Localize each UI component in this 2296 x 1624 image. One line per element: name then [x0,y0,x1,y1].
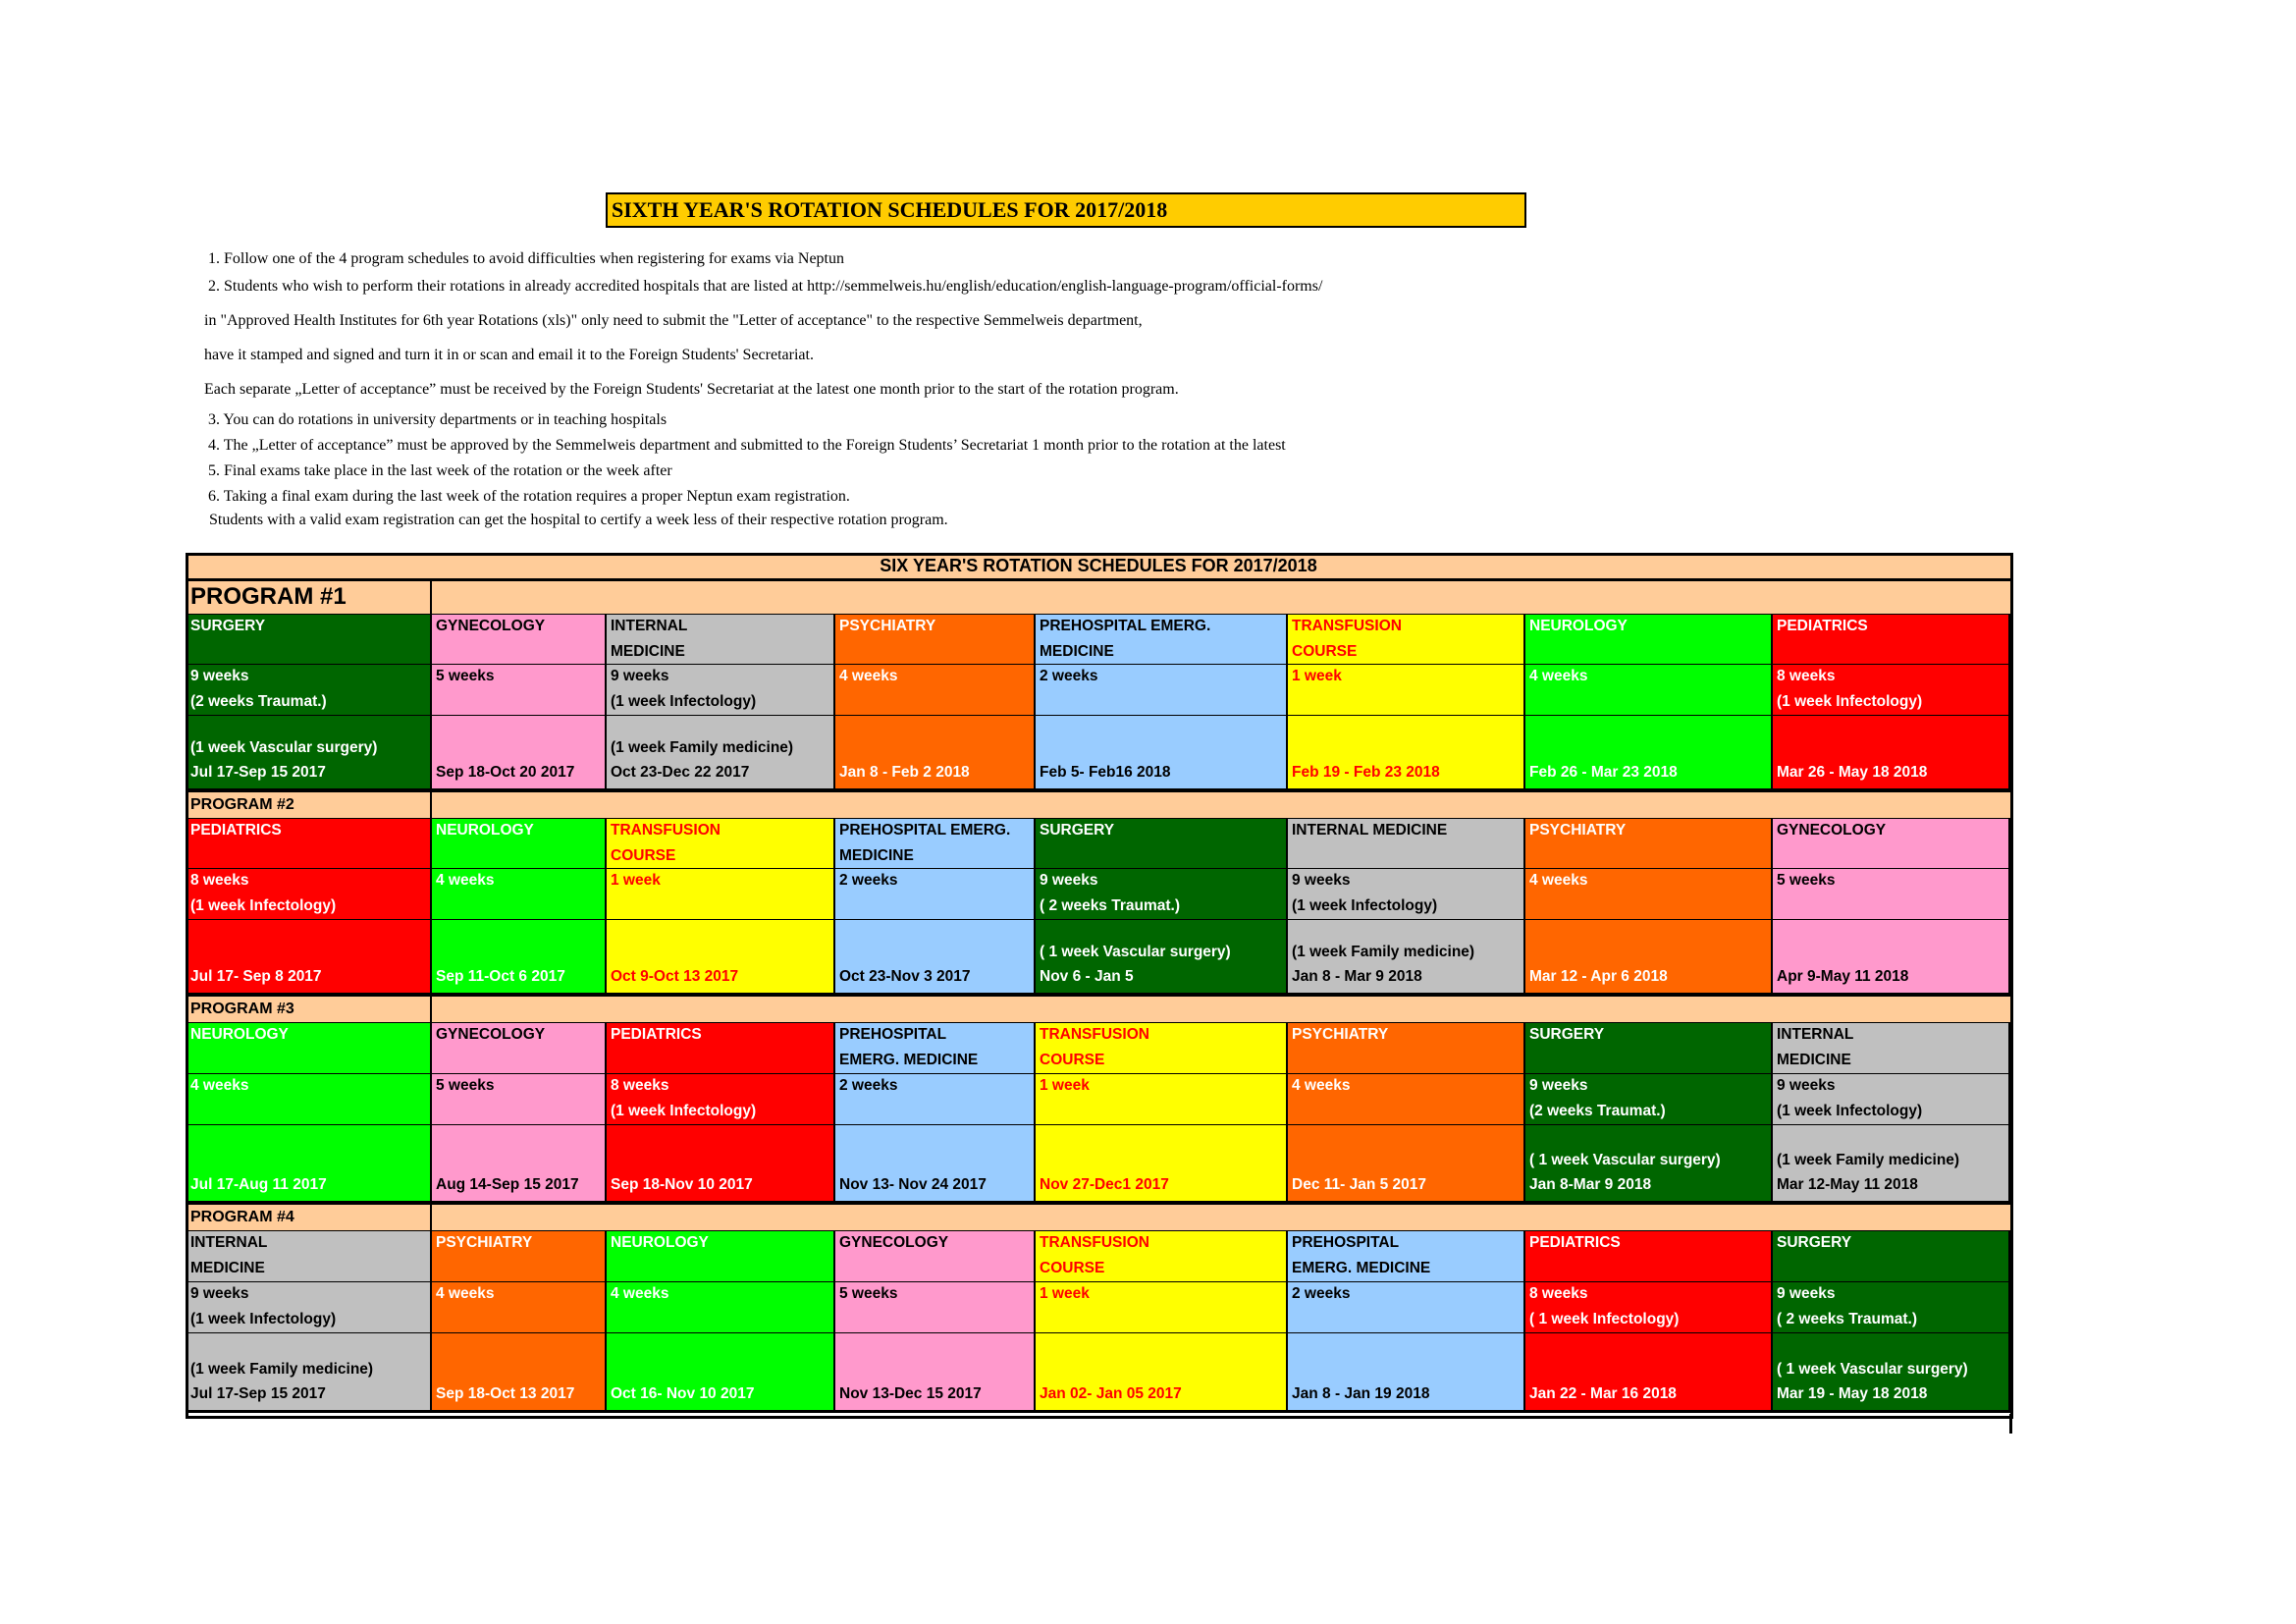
rotation-weeks: 5 weeks [436,668,495,684]
rotation-dates: Jan 8 - Jan 19 2018 [1292,1385,1430,1402]
rotation-detail: (1 week Family medicine) [611,739,794,756]
rotation-cell [1525,869,1773,920]
rotation-cell [1288,869,1525,920]
rotation-cell [1288,1022,1525,1074]
rotation-weeks: 9 weeks [611,668,669,684]
rotation-cell [607,1125,835,1204]
program-band [187,1204,2010,1230]
rotation-weeks: 1 week [1040,1077,1090,1094]
rotation-name: MEDICINE [190,1260,265,1276]
program-band [187,580,2010,614]
rotation-cell [432,1333,607,1413]
rotation-cell [607,665,835,716]
rotation-dates: Nov 6 - Jan 5 [1040,968,1134,985]
rotation-cell [432,920,607,996]
rotation-weeks: 8 weeks [1529,1285,1588,1302]
rotation-name: PEDIATRICS [1529,1234,1621,1251]
rotation-name: PREHOSPITAL EMERG. [1040,618,1211,634]
rotation-name: NEUROLOGY [436,822,534,839]
rotation-cell [187,1333,432,1413]
rotation-cell [1288,716,1525,791]
rotation-name: NEUROLOGY [611,1234,709,1251]
rotation-dates: Jan 8 - Mar 9 2018 [1292,968,1422,985]
rotation-cell [607,869,835,920]
rotation-cell [432,1125,607,1204]
rotation-name: MEDICINE [1040,643,1114,660]
instruction-line: in "Approved Health Institutes for 6th year Rotations (xls)" only need to submit the "Letter of acceptance" to the respective Semmelweis department, [204,312,1143,329]
rotation-cell [607,1074,835,1125]
rotation-cell [835,869,1036,920]
rotation-cell [1036,1125,1288,1204]
rotation-weeks: 4 weeks [611,1285,669,1302]
instruction-line: 3. You can do rotations in university departments or in teaching hospitals [208,411,667,428]
rotation-cell [607,1282,835,1333]
rotation-cell [1288,818,1525,869]
rotation-weeks: 9 weeks [190,1285,249,1302]
table-divider [2009,1414,2012,1434]
rotation-cell [432,1282,607,1333]
rotation-dates: Aug 14-Sep 15 2017 [436,1176,579,1193]
rotation-weeks: 1 week [1040,1285,1090,1302]
rotation-name: TRANSFUSION [1292,618,1402,634]
rotation-detail: (1 week Vascular surgery) [190,739,378,756]
rotation-cell [1773,818,2010,869]
instruction-line: Each separate „Letter of acceptance” must be received by the Foreign Students' Secretariat at the latest one month prior to the start of the rotation program. [204,381,1179,398]
program-label-text: PROGRAM #2 [190,796,294,813]
rotation-dates: Jan 02- Jan 05 2017 [1040,1385,1182,1402]
rotation-weeks: 5 weeks [839,1285,898,1302]
rotation-dates: Jan 8 - Feb 2 2018 [839,764,970,781]
rotation-cell [607,1022,835,1074]
rotation-weeks: 1 week [611,872,661,889]
rotation-weeks: (1 week Infectology) [1292,897,1438,914]
table-title-text: SIX YEAR'S ROTATION SCHEDULES FOR 2017/2018 [880,556,1317,575]
rotation-weeks: 8 weeks [1777,668,1836,684]
rotation-name: COURSE [1040,1052,1105,1068]
rotation-dates: Oct 23-Dec 22 2017 [611,764,750,781]
rotation-cell [1036,869,1288,920]
rotation-cell [835,818,1036,869]
rotation-cell [1525,1022,1773,1074]
rotation-name: INTERNAL MEDICINE [1292,822,1448,839]
rotation-weeks: 8 weeks [190,872,249,889]
rotation-name: PSYCHIATRY [1529,822,1627,839]
rotation-weeks: (1 week Infectology) [190,1311,337,1327]
rotation-cell [1036,1230,1288,1282]
rotation-name: PEDIATRICS [1777,618,1868,634]
rotation-dates: Jul 17-Sep 15 2017 [190,764,326,781]
rotation-cell [1773,1022,2010,1074]
rotation-dates: Dec 11- Jan 5 2017 [1292,1176,1427,1193]
rotation-name: COURSE [1292,643,1358,660]
rotation-dates: Mar 12-May 11 2018 [1777,1176,1918,1193]
rotation-weeks: 2 weeks [1292,1285,1351,1302]
rotation-cell [835,1230,1036,1282]
rotation-name: PREHOSPITAL [1292,1234,1400,1251]
rotation-cell [607,716,835,791]
rotation-cell [607,818,835,869]
rotation-name: MEDICINE [839,847,914,864]
rotation-dates: Oct 16- Nov 10 2017 [611,1385,755,1402]
rotation-cell [1036,1074,1288,1125]
rotation-cell [1773,614,2010,665]
rotation-dates: Jan 22 - Mar 16 2018 [1529,1385,1677,1402]
rotation-cell [1525,1125,1773,1204]
rotation-cell [1525,1282,1773,1333]
rotation-cell [1773,1333,2010,1413]
rotation-weeks: 9 weeks [1529,1077,1588,1094]
rotation-name: INTERNAL [190,1234,268,1251]
rotation-cell [1288,1282,1525,1333]
rotation-name: PEDIATRICS [190,822,282,839]
rotation-cell [1525,1333,1773,1413]
rotation-dates: Sep 18-Oct 20 2017 [436,764,575,781]
rotation-cell [1288,1333,1525,1413]
rotation-cell [432,1022,607,1074]
rotation-cell [1288,1074,1525,1125]
rotation-cell [187,1230,432,1282]
rotation-dates: Oct 23-Nov 3 2017 [839,968,971,985]
rotation-cell [1773,869,2010,920]
rotation-cell [835,614,1036,665]
rotation-weeks: 9 weeks [1777,1285,1836,1302]
rotation-weeks: (2 weeks Traumat.) [1529,1103,1666,1119]
rotation-cell [187,716,432,791]
rotation-detail: ( 1 week Vascular surgery) [1777,1361,1968,1378]
rotation-weeks: (1 week Infectology) [611,1103,757,1119]
rotation-name: TRANSFUSION [1040,1234,1149,1251]
rotation-cell [432,818,607,869]
rotation-cell [835,1282,1036,1333]
instruction-line: 5. Final exams take place in the last week of the rotation or the week after [208,462,672,479]
rotation-dates: Mar 19 - May 18 2018 [1777,1385,1928,1402]
rotation-weeks: 4 weeks [190,1077,249,1094]
rotation-dates: Nov 13- Nov 24 2017 [839,1176,987,1193]
rotation-cell [835,1022,1036,1074]
rotation-dates: Feb 5- Feb16 2018 [1040,764,1171,781]
page-title: SIXTH YEAR'S ROTATION SCHEDULES FOR 2017/2018 [606,192,1526,228]
rotation-weeks: 8 weeks [611,1077,669,1094]
rotation-name: NEUROLOGY [1529,618,1628,634]
rotation-weeks: 9 weeks [190,668,249,684]
rotation-dates: Oct 9-Oct 13 2017 [611,968,739,985]
rotation-name: COURSE [611,847,676,864]
rotation-name: GYNECOLOGY [436,618,546,634]
rotation-cell [432,1074,607,1125]
rotation-cell [607,614,835,665]
rotation-cell [607,1230,835,1282]
rotation-cell [835,716,1036,791]
rotation-name: PSYCHIATRY [436,1234,533,1251]
rotation-name: EMERG. MEDICINE [839,1052,979,1068]
rotation-dates: Sep 11-Oct 6 2017 [436,968,565,985]
rotation-cell [1036,614,1288,665]
program-band [187,791,2010,818]
rotation-cell [432,869,607,920]
instruction-line: Students with a valid exam registration can get the hospital to certify a week less of their respective rotation program. [209,512,948,528]
program-label [187,791,432,818]
rotation-cell [1525,818,1773,869]
rotation-name: MEDICINE [1777,1052,1851,1068]
rotation-cell [1525,920,1773,996]
rotation-cell [1773,920,2010,996]
rotation-cell [835,665,1036,716]
rotation-weeks: 4 weeks [839,668,898,684]
rotation-dates: Mar 12 - Apr 6 2018 [1529,968,1668,985]
rotation-cell [1036,920,1288,996]
rotation-cell [187,920,432,996]
table-title [187,554,2010,580]
rotation-cell [432,716,607,791]
rotation-detail: ( 1 week Vascular surgery) [1040,944,1231,960]
rotation-name: GYNECOLOGY [839,1234,949,1251]
rotation-cell [835,1074,1036,1125]
rotation-cell [1036,665,1288,716]
rotation-cell [1773,665,2010,716]
program-label [187,580,432,614]
rotation-weeks: ( 2 weeks Traumat.) [1777,1311,1918,1327]
rotation-cell [835,920,1036,996]
program-label-text: PROGRAM #3 [190,1001,294,1017]
rotation-cell [607,920,835,996]
rotation-cell [1288,1230,1525,1282]
rotation-cell [1525,614,1773,665]
rotation-cell [1773,1074,2010,1125]
rotation-weeks: (1 week Infectology) [611,693,757,710]
instruction-line: have it stamped and signed and turn it in or scan and email it to the Foreign Students' Secretariat. [204,347,814,363]
rotation-detail: (1 week Family medicine) [1777,1152,1960,1168]
instruction-line: 1. Follow one of the 4 program schedules to avoid difficulties when registering for exams via Neptun [208,250,844,267]
rotation-dates: Jul 17-Aug 11 2017 [190,1176,327,1193]
rotation-weeks: 1 week [1292,668,1342,684]
rotation-cell [835,1333,1036,1413]
rotation-cell [187,818,432,869]
rotation-name: EMERG. MEDICINE [1292,1260,1431,1276]
program-label [187,1204,432,1230]
rotation-detail: (1 week Family medicine) [1292,944,1475,960]
rotation-name: PREHOSPITAL EMERG. [839,822,1011,839]
rotation-weeks: (1 week Infectology) [1777,1103,1923,1119]
rotation-name: SURGERY [1040,822,1115,839]
rotation-cell [432,665,607,716]
rotation-cell [187,1125,432,1204]
rotation-weeks: (1 week Infectology) [1777,693,1923,710]
rotation-cell [1288,614,1525,665]
rotation-cell [187,614,432,665]
program-label [187,996,432,1022]
rotation-weeks: 4 weeks [436,1285,495,1302]
rotation-name: SURGERY [1777,1234,1852,1251]
rotation-name: SURGERY [190,618,266,634]
rotation-cell [187,665,432,716]
instruction-line: 4. The „Letter of acceptance” must be approved by the Semmelweis department and submitted to the Foreign Students’ Secretariat 1 month prior to the rotation at the latest [208,437,1286,454]
rotation-name: COURSE [1040,1260,1105,1276]
instruction-line: 6. Taking a final exam during the last week of the rotation requires a proper Neptun exam registration. [208,488,850,505]
rotation-weeks: 2 weeks [839,1077,898,1094]
rotation-cell [1525,665,1773,716]
rotation-cell [607,1333,835,1413]
rotation-dates: Jul 17- Sep 8 2017 [190,968,322,985]
rotation-weeks: 9 weeks [1292,872,1351,889]
rotation-weeks: ( 2 weeks Traumat.) [1040,897,1181,914]
program-label-text: PROGRAM #4 [190,1209,294,1225]
instruction-line: 2. Students who wish to perform their rotations in already accredited hospitals that are listed at http://semmelweis.hu/english/education/english-language-program/official-forms/ [208,278,1323,295]
rotation-name: MEDICINE [611,643,685,660]
rotation-cell [187,1022,432,1074]
rotation-name: GYNECOLOGY [1777,822,1887,839]
rotation-weeks: (2 weeks Traumat.) [190,693,327,710]
rotation-cell [1036,716,1288,791]
rotation-detail: (1 week Family medicine) [190,1361,374,1378]
rotation-name: PEDIATRICS [611,1026,702,1043]
rotation-name: PSYCHIATRY [839,618,936,634]
rotation-name: PREHOSPITAL [839,1026,947,1043]
rotation-weeks: ( 1 week Infectology) [1529,1311,1680,1327]
program-band [187,996,2010,1022]
rotation-name: INTERNAL [611,618,688,634]
rotation-cell [1525,1230,1773,1282]
rotation-cell [1288,665,1525,716]
rotation-cell [1773,1125,2010,1204]
rotation-cell [1288,1125,1525,1204]
rotation-name: TRANSFUSION [1040,1026,1149,1043]
rotation-weeks: 9 weeks [1040,872,1098,889]
rotation-weeks: 2 weeks [1040,668,1098,684]
rotation-cell [1288,920,1525,996]
rotation-weeks: 4 weeks [1529,872,1588,889]
rotation-dates: Nov 13-Dec 15 2017 [839,1385,982,1402]
rotation-name: TRANSFUSION [611,822,721,839]
rotation-cell [1773,716,2010,791]
rotation-dates: Feb 26 - Mar 23 2018 [1529,764,1678,781]
rotation-cell [1773,1230,2010,1282]
rotation-cell [187,869,432,920]
program-label-text: PROGRAM #1 [190,583,347,610]
rotation-cell [1773,1282,2010,1333]
rotation-name: NEUROLOGY [190,1026,289,1043]
rotation-dates: Jul 17-Sep 15 2017 [190,1385,326,1402]
rotation-name: SURGERY [1529,1026,1605,1043]
rotation-cell [835,1125,1036,1204]
rotation-detail: ( 1 week Vascular surgery) [1529,1152,1721,1168]
rotation-name: GYNECOLOGY [436,1026,546,1043]
rotation-cell [187,1074,432,1125]
rotation-dates: Nov 27-Dec1 2017 [1040,1176,1169,1193]
rotation-dates: Feb 19 - Feb 23 2018 [1292,764,1440,781]
rotation-weeks: 2 weeks [839,872,898,889]
rotation-cell [1525,716,1773,791]
rotation-cell [1036,1333,1288,1413]
rotation-dates: Sep 18-Oct 13 2017 [436,1385,575,1402]
rotation-name: PSYCHIATRY [1292,1026,1389,1043]
rotation-weeks: 4 weeks [436,872,495,889]
rotation-cell [1036,1282,1288,1333]
rotation-dates: Jan 8-Mar 9 2018 [1529,1176,1652,1193]
rotation-cell [432,614,607,665]
rotation-weeks: (1 week Infectology) [190,897,337,914]
rotation-cell [1036,1022,1288,1074]
rotation-weeks: 4 weeks [1292,1077,1351,1094]
rotation-dates: Apr 9-May 11 2018 [1777,968,1909,985]
rotation-cell [1036,818,1288,869]
rotation-weeks: 5 weeks [436,1077,495,1094]
rotation-name: INTERNAL [1777,1026,1854,1043]
rotation-dates: Sep 18-Nov 10 2017 [611,1176,753,1193]
rotation-cell [432,1230,607,1282]
rotation-weeks: 5 weeks [1777,872,1836,889]
rotation-weeks: 4 weeks [1529,668,1588,684]
rotation-weeks: 9 weeks [1777,1077,1836,1094]
rotation-dates: Mar 26 - May 18 2018 [1777,764,1928,781]
rotation-cell [187,1282,432,1333]
rotation-cell [1525,1074,1773,1125]
